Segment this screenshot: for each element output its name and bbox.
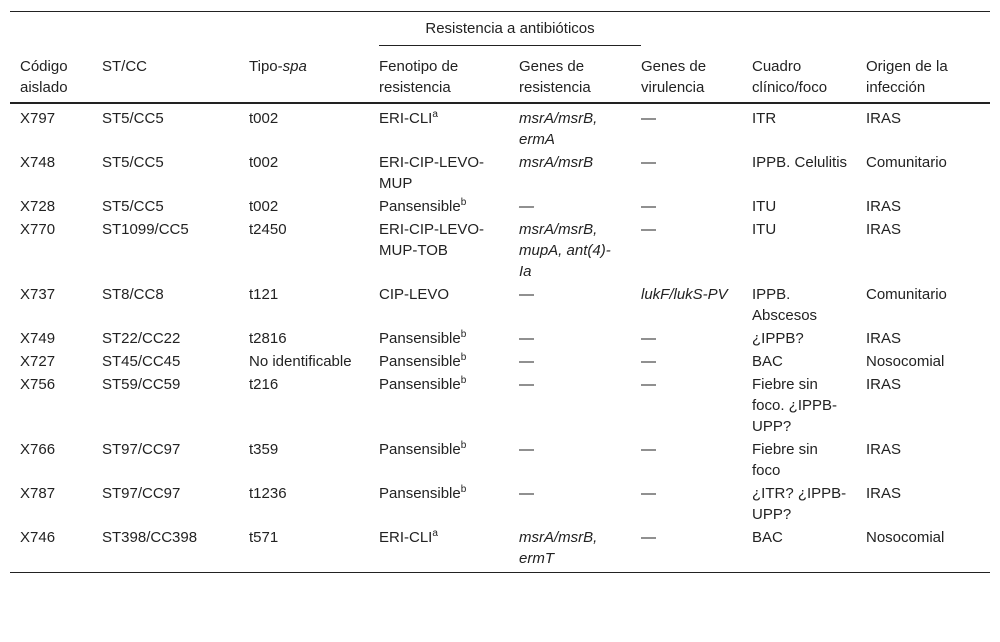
genes-virulencia-text: lukF/lukS-PV	[641, 286, 728, 303]
cell-genes-resistencia: —	[519, 441, 534, 458]
cell-fenotipo	[369, 195, 509, 218]
cell-fenotipo	[369, 373, 509, 438]
cell-spa: t1236	[249, 485, 287, 502]
cell-origen: Nosocomial	[866, 353, 945, 370]
fenotipo-text: Pansensible	[379, 485, 461, 502]
footnote-mark: b	[460, 375, 467, 386]
cell-spa: t121	[249, 286, 279, 303]
genes-resistencia-text: msrA/msrB	[519, 154, 594, 171]
group-header-label: Resistencia a antibióticos	[379, 18, 641, 46]
genes-resistencia-text: msrA/msrB, mupA, ant(4)-Ia	[519, 221, 611, 280]
cell-genes-virulencia: —	[641, 198, 656, 215]
cell-stcc: ST5/CC5	[102, 154, 164, 171]
cell-genes-virulencia	[631, 283, 742, 327]
cell-codigo: X770	[20, 221, 56, 238]
col-header-codigo: Código aislado	[10, 52, 92, 103]
cell-genes-resistencia	[509, 103, 631, 151]
cell-genes-resistencia: —	[519, 353, 534, 370]
cell-cuadro: IPPB. Abscesos	[752, 286, 818, 324]
col-header-genes-virulencia: Genes de virulencia	[631, 52, 742, 103]
table-row	[10, 327, 990, 350]
genes-resistencia-text: msrA/msrB, ermT	[519, 529, 598, 567]
header-spacer-right	[631, 12, 990, 53]
footnote-mark: b	[460, 197, 467, 208]
cell-codigo: X797	[20, 110, 56, 127]
fenotipo-text: Pansensible	[379, 330, 461, 347]
cell-codigo: X727	[20, 353, 56, 370]
cell-codigo: X787	[20, 485, 56, 502]
fenotipo-text: ERI-CLI	[379, 110, 433, 127]
table-row	[10, 373, 990, 438]
resistance-table	[10, 11, 990, 573]
resistance-table-container	[10, 11, 990, 573]
cell-origen: IRAS	[866, 330, 902, 347]
cell-spa: t216	[249, 376, 279, 393]
footnote-mark: a	[432, 109, 438, 120]
cell-spa: t571	[239, 526, 369, 573]
footnote-mark: a	[432, 528, 438, 539]
cell-fenotipo	[369, 151, 509, 195]
table-row	[10, 350, 990, 373]
cell-spa: No identificable	[249, 353, 352, 370]
cell-genes-virulencia: —	[631, 526, 742, 573]
cell-origen: Nosocomial	[856, 526, 990, 573]
cell-spa: t002	[249, 110, 279, 127]
cell-spa: t2816	[249, 330, 287, 347]
footnote-mark: b	[460, 440, 467, 451]
cell-genes-virulencia: —	[641, 330, 656, 347]
footnote-mark: b	[460, 352, 467, 363]
cell-cuadro: BAC	[742, 526, 856, 573]
cell-codigo: X748	[20, 154, 56, 171]
table-row	[10, 438, 990, 482]
cell-origen: IRAS	[866, 198, 902, 215]
cell-spa: t359	[249, 441, 279, 458]
footnote-mark: b	[460, 484, 467, 495]
col-header-tipo-spa	[239, 52, 369, 103]
cell-cuadro: ¿IPPB?	[752, 330, 804, 347]
cell-origen: IRAS	[866, 110, 902, 127]
cell-spa: t2450	[249, 221, 287, 238]
cell-genes-resistencia	[509, 151, 631, 195]
cell-origen: IRAS	[866, 376, 902, 393]
genes-resistencia-text: —	[519, 198, 534, 215]
cell-fenotipo	[369, 327, 509, 350]
table-row	[10, 482, 990, 526]
cell-spa: t002	[249, 154, 279, 171]
fenotipo-text: Pansensible	[379, 198, 461, 215]
fenotipo-text: Pansensible	[379, 376, 461, 393]
cell-cuadro: Fiebre sin foco. ¿IPPB-UPP?	[752, 376, 838, 435]
col-header-fenotipo: Fenotipo de resistencia	[369, 52, 509, 103]
table-row	[10, 151, 990, 195]
col-header-stcc: ST/CC	[92, 52, 239, 103]
fenotipo-text: Pansensible	[379, 441, 461, 458]
cell-fenotipo	[369, 103, 509, 151]
cell-cuadro: ITR	[752, 110, 777, 127]
cell-cuadro: ¿ITR? ¿IPPB-UPP?	[752, 485, 847, 523]
table-row	[10, 103, 990, 151]
cell-genes-virulencia: —	[641, 154, 656, 171]
cell-fenotipo	[369, 218, 509, 283]
cell-cuadro: IPPB. Celulitis	[752, 154, 848, 171]
cell-origen: Comunitario	[866, 154, 947, 171]
header-spacer	[10, 12, 369, 53]
fenotipo-text: CIP-LEVO	[379, 286, 450, 303]
cell-stcc: ST97/CC97	[102, 441, 181, 458]
cell-stcc: ST22/CC22	[102, 330, 181, 347]
cell-stcc: ST59/CC59	[102, 376, 181, 393]
cell-codigo: X766	[20, 441, 56, 458]
cell-fenotipo	[369, 283, 509, 327]
fenotipo-text: ERI-CIP-LEVO-MUP-TOB	[379, 221, 485, 259]
table-row	[10, 526, 990, 573]
genes-resistencia-text: msrA/msrB, ermA	[519, 110, 598, 148]
cell-genes-resistencia: —	[519, 330, 534, 347]
fenotipo-text: Pansensible	[379, 353, 461, 370]
cell-spa: t002	[249, 198, 279, 215]
cell-stcc: ST8/CC8	[102, 286, 164, 303]
cell-genes-resistencia: —	[519, 286, 534, 303]
table-row	[10, 283, 990, 327]
cell-cuadro: ITU	[752, 221, 777, 238]
cell-codigo: X737	[20, 286, 56, 303]
cell-cuadro: BAC	[752, 353, 783, 370]
cell-genes-virulencia: —	[641, 110, 656, 127]
cell-stcc: ST5/CC5	[102, 110, 164, 127]
table-header	[10, 12, 990, 104]
cell-origen: IRAS	[866, 221, 902, 238]
cell-genes-resistencia	[509, 526, 631, 573]
cell-codigo: X749	[20, 330, 56, 347]
cell-genes-virulencia: —	[641, 353, 656, 370]
table-row	[10, 218, 990, 283]
cell-cuadro: Fiebre sin foco	[752, 441, 818, 479]
table-body	[10, 103, 990, 573]
col-header-genes-resistencia: Genes de resistencia	[509, 52, 631, 103]
cell-stcc: ST1099/CC5	[102, 221, 189, 238]
col-header-origen: Origen de la infección	[856, 52, 990, 103]
footnote-mark: b	[460, 329, 467, 340]
cell-fenotipo	[369, 350, 509, 373]
cell-cuadro: ITU	[752, 198, 777, 215]
cell-stcc: ST45/CC45	[102, 353, 181, 370]
cell-genes-resistencia	[509, 218, 631, 283]
cell-genes-virulencia: —	[641, 485, 656, 502]
cell-stcc: ST398/CC398	[92, 526, 239, 573]
cell-stcc: ST97/CC97	[102, 485, 181, 502]
fenotipo-text: ERI-CLI	[379, 529, 433, 546]
cell-genes-virulencia: —	[641, 376, 656, 393]
cell-genes-resistencia: —	[519, 485, 534, 502]
cell-genes-virulencia: —	[641, 221, 656, 238]
cell-origen: IRAS	[866, 441, 902, 458]
cell-codigo: X728	[20, 198, 56, 215]
table-row	[10, 195, 990, 218]
cell-fenotipo	[369, 438, 509, 482]
cell-stcc: ST5/CC5	[102, 198, 164, 215]
cell-genes-resistencia	[509, 195, 631, 218]
col-header-tipo-prefix: Tipo-	[249, 58, 283, 75]
cell-codigo: X746	[10, 526, 92, 573]
cell-origen: IRAS	[866, 485, 902, 502]
group-header-resistencia	[369, 12, 631, 53]
cell-genes-virulencia: —	[641, 441, 656, 458]
fenotipo-text: ERI-CIP-LEVO-MUP	[379, 154, 485, 192]
cell-origen: Comunitario	[866, 286, 947, 303]
cell-codigo: X756	[20, 376, 56, 393]
col-header-cuadro-clinico: Cuadro clínico/foco	[742, 52, 856, 103]
cell-genes-resistencia: —	[519, 376, 534, 393]
col-header-tipo-spa-italic: spa	[282, 58, 307, 75]
cell-fenotipo	[369, 526, 509, 573]
cell-fenotipo	[369, 482, 509, 526]
